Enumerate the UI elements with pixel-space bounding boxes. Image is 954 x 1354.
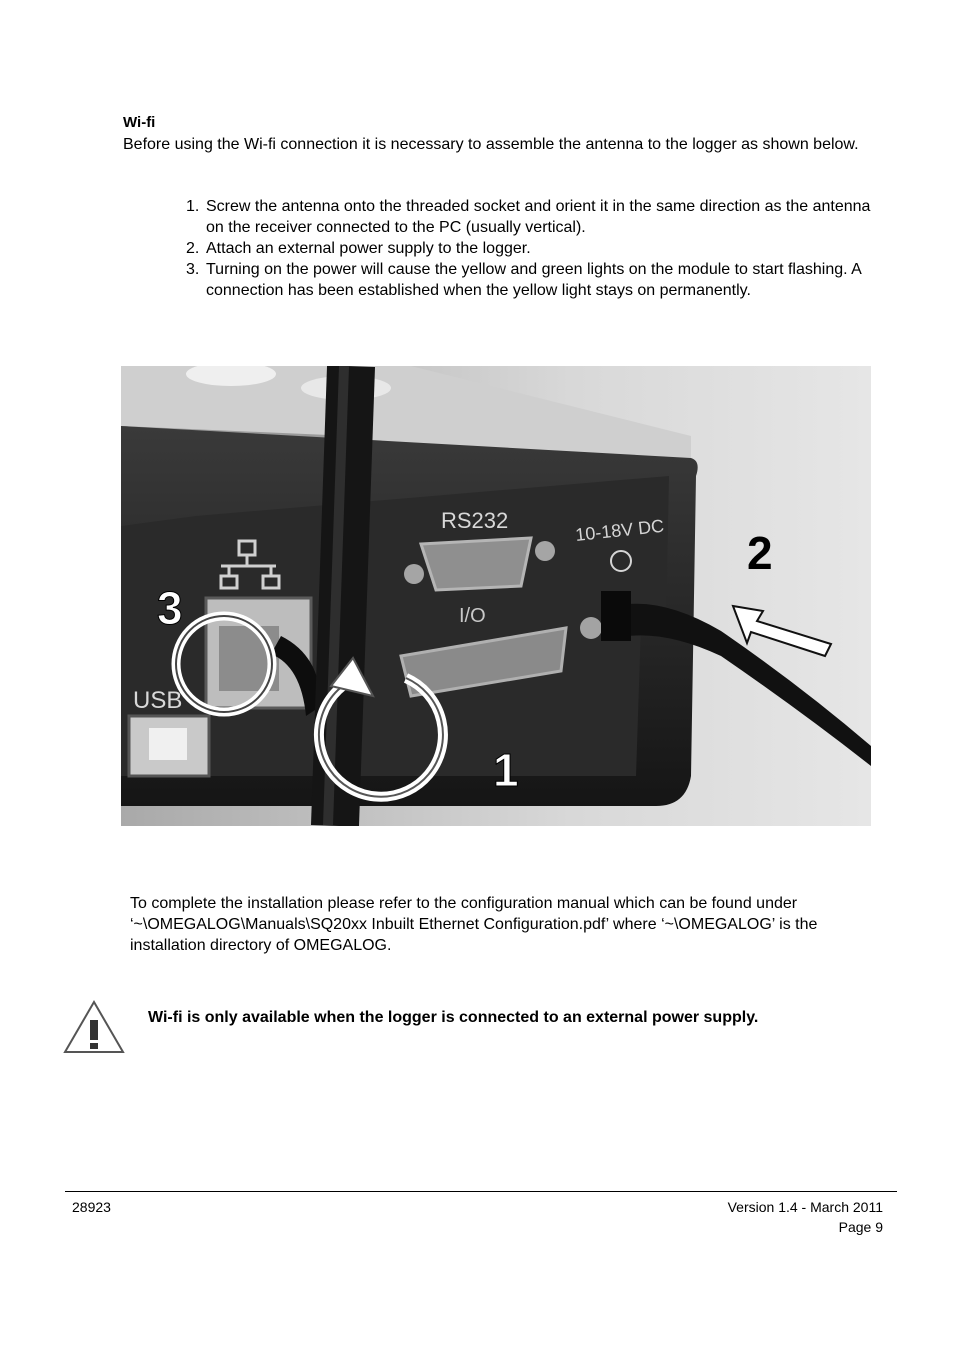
- step-number: 2.: [186, 240, 200, 257]
- rs232-label: RS232: [441, 508, 509, 533]
- step-text: Turning on the power will cause the yellow and green lights on the module to start flashing. A connection has been established when the yellow light stays on permanently.: [206, 261, 861, 299]
- list-item: [181, 259, 881, 301]
- step-number: 1.: [186, 198, 200, 215]
- list-item: [181, 196, 881, 238]
- callout-1: 1: [493, 744, 519, 796]
- steps-list: [181, 196, 881, 301]
- document-number: 28923: [72, 1199, 111, 1215]
- section-heading: Wi-fi: [123, 114, 156, 131]
- usb-label: USB: [133, 687, 183, 714]
- page-number: Page 9: [838, 1219, 883, 1235]
- warning-text: Wi-fi is only available when the logger is connected to an external power supply.: [148, 1009, 759, 1026]
- intro-paragraph: Before using the Wi-fi connection it is necessary to assemble the antenna to the logger as shown below.: [123, 136, 859, 153]
- step-number: 3.: [186, 261, 200, 278]
- version-info: Version 1.4 - March 2011: [727, 1199, 883, 1215]
- outro-paragraph: To complete the installation please refer to the configuration manual which can be found under ‘~\OMEGALOG\Manuals\SQ20xx Inbuilt Ethernet Configuration.pdf’ where ‘~\OMEGALOG’ is the installation directory of OMEGALOG.: [130, 895, 818, 954]
- logger-photo: [121, 366, 871, 826]
- footer-divider: [65, 1191, 897, 1192]
- logger-illustration: [121, 366, 871, 826]
- list-item: [181, 238, 881, 259]
- warning-triangle-icon: [63, 1000, 125, 1054]
- callout-3: 3: [157, 582, 183, 634]
- io-label: I/O: [459, 605, 486, 627]
- power-label: 10-18V DC: [574, 515, 665, 545]
- step-text: Screw the antenna onto the threaded socket and orient it in the same direction as the antenna on the receiver connected to the PC (usually vertical).: [206, 198, 871, 236]
- callout-2: 2: [747, 527, 773, 579]
- step-text: Attach an external power supply to the logger.: [206, 240, 531, 257]
